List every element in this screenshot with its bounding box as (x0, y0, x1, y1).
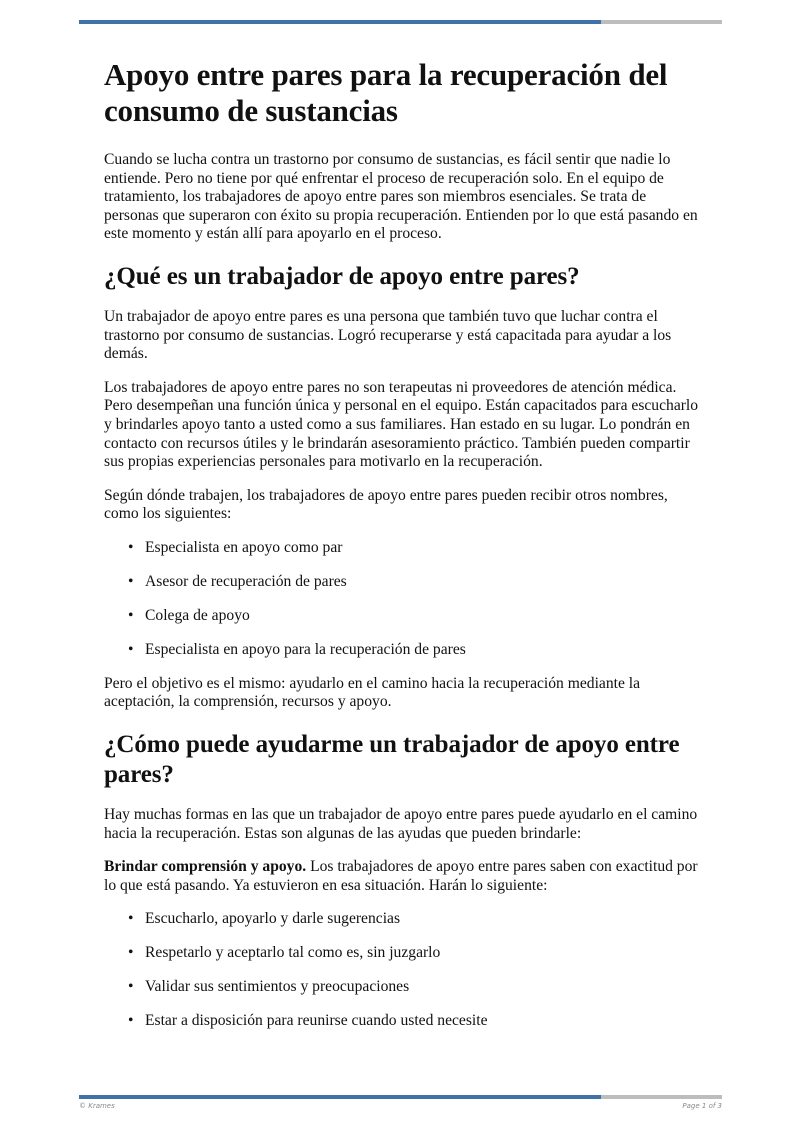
header-rule (79, 20, 722, 24)
list-item (128, 944, 704, 963)
paragraph: Pero el objetivo es el mismo: ayudarlo en el camino hacia la recuperación mediante la aceptación, la comprensión, recursos y apoyo. (104, 674, 641, 711)
bullet-icon: • (128, 572, 134, 590)
bullet-icon: • (128, 606, 134, 624)
list-item-text: Respetarlo y aceptarlo tal como es, sin juzgarlo (145, 944, 441, 962)
bullet-icon: • (128, 910, 134, 928)
intro-paragraph: Cuando se lucha contra un trastorno por consumo de sustancias, es fácil sentir que nadie lo entiende. Pero no tiene por qué enfrentar el proceso de recuperación solo. En el equipo de tratamiento, los trabajadores de apoyo entre pares son miembros esenciales. Se trata de personas que superaron con éxito su propia recuperación. Entienden por lo que está pasando en este momento y están allí para apoyarlo en el proceso. (104, 151, 698, 243)
list-item-text: Asesor de recuperación de pares (145, 572, 347, 590)
list-item (128, 978, 704, 997)
header-rule-accent (79, 20, 601, 24)
list-item-text: Validar sus sentimientos y preocupaciones (145, 978, 410, 996)
bullet-icon: • (128, 944, 134, 962)
section-heading: ¿Cómo puede ayudarme un trabajador de apoyo entre pares? (104, 731, 680, 789)
footer-rule (79, 1095, 722, 1099)
page-title: Apoyo entre pares para la recuperación del consumo de sustancias (104, 57, 668, 128)
paragraph-lead: Brindar comprensión y apoyo. (104, 858, 307, 876)
section-heading: ¿Qué es un trabajador de apoyo entre pares? (104, 262, 580, 290)
bullet-icon: • (128, 640, 134, 658)
copyright: © Krames (79, 1102, 115, 1110)
list-item (128, 640, 704, 660)
list-item (128, 572, 704, 592)
document-body (104, 57, 704, 1046)
list-item (128, 1012, 704, 1031)
list-item-text: Escucharlo, apoyarlo y darle sugerencias (145, 910, 401, 928)
list-item-text: Especialista en apoyo para la recuperación de pares (145, 640, 466, 658)
list-item-text: Estar a disposición para reunirse cuando usted necesite (145, 1012, 488, 1030)
paragraph-text: Los trabajadores de apoyo entre pares saben con exactitud por lo que está pasando. Ya estuvieron en esa situación. Harán lo siguiente: (104, 858, 698, 894)
footer-rule-accent (79, 1095, 601, 1099)
paragraph: Un trabajador de apoyo entre pares es una persona que también tuvo que luchar contra el trastorno por consumo de sustancias. Logró recuperarse y está capacitada para ayudar a los demás. (104, 307, 672, 363)
page-number: Page 1 of 3 (682, 1102, 722, 1110)
list-item (128, 606, 704, 626)
bullet-icon: • (128, 538, 134, 556)
bullet-icon: • (128, 978, 134, 996)
list-item-text: Colega de apoyo (145, 606, 250, 624)
paragraph: Según dónde trabajen, los trabajadores de apoyo entre pares pueden recibir otros nombres, como los siguientes: (104, 486, 668, 523)
bullet-icon: • (128, 1012, 134, 1030)
paragraph (104, 858, 704, 895)
help-list (104, 910, 704, 1031)
list-item (128, 910, 704, 929)
names-list (104, 539, 704, 660)
list-item-text: Especialista en apoyo como par (145, 538, 343, 556)
paragraph: Los trabajadores de apoyo entre pares no son terapeutas ni proveedores de atención médica. Pero desempeñan una función única y personal en el equipo. Están capacitados para escucharlo y brindarles apoyo tanto a usted como a sus familiares. Han estado en su lugar. Lo pondrán en contacto con recursos útiles y le brindarán asesoramiento práctico. También pueden compartir sus propias experiencias personales para motivarlo en la recuperación. (104, 378, 699, 471)
list-item (128, 538, 704, 558)
paragraph: Hay muchas formas en las que un trabajador de apoyo entre pares puede ayudarlo en el camino hacia la recuperación. Estas son algunas de las ayudas que pueden brindarle: (104, 806, 698, 842)
